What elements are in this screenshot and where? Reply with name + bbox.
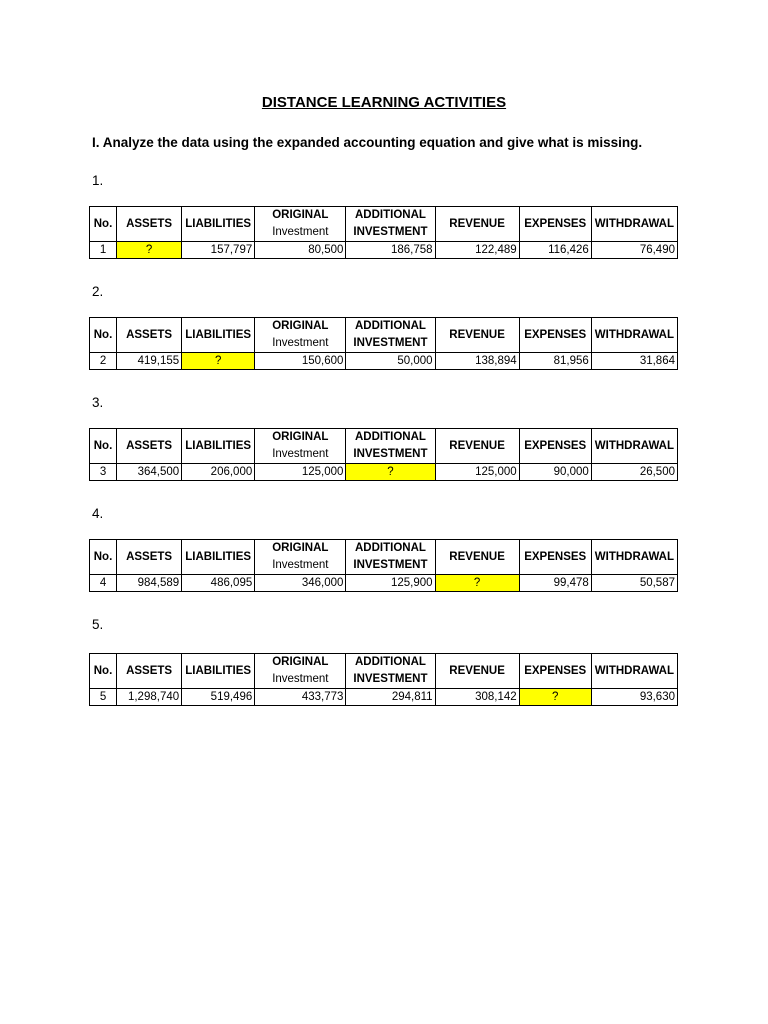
cell-withdrawal: 31,864 (591, 353, 677, 370)
problem-label-1: 1. (92, 173, 104, 188)
cell-withdrawal: 26,500 (591, 464, 677, 481)
col-header-assets: ASSETS (117, 207, 182, 242)
col-header-assets: ASSETS (117, 429, 182, 464)
cell-no: 1 (90, 242, 117, 259)
cell-additional: 186,758 (346, 242, 435, 259)
problem-label-2: 2. (92, 284, 104, 299)
problem-label-5: 5. (92, 617, 104, 632)
col-header-additional (346, 429, 435, 464)
table-row (90, 353, 678, 370)
cell-liabilities: 157,797 (182, 242, 255, 259)
col-header-additional (346, 540, 435, 575)
page-title: DISTANCE LEARNING ACTIVITIES (261, 94, 507, 111)
col-header-original (255, 207, 346, 242)
cell-withdrawal: 93,630 (591, 689, 677, 706)
problem-table-4 (89, 539, 678, 592)
cell-original: 125,000 (255, 464, 346, 481)
cell-revenue: 122,489 (435, 242, 519, 259)
col-header-liabilities: LIABILITIES (182, 207, 255, 242)
col-header-expenses: EXPENSES (519, 540, 591, 575)
col-header-additional-line1: ADDITIONAL (355, 209, 426, 221)
col-header-liabilities: LIABILITIES (182, 654, 255, 689)
cell-additional: 50,000 (346, 353, 435, 370)
table-row (90, 575, 678, 592)
col-header-original (255, 429, 346, 464)
table-row (90, 689, 678, 706)
col-header-additional-line2: INVESTMENT (353, 559, 428, 571)
problem-table-3 (89, 428, 678, 481)
cell-liabilities-missing: ? (182, 353, 255, 370)
col-header-expenses: EXPENSES (519, 429, 591, 464)
col-header-original-line2: Investment (272, 226, 329, 238)
col-header-expenses: EXPENSES (519, 318, 591, 353)
col-header-revenue: REVENUE (435, 540, 519, 575)
cell-no: 3 (90, 464, 117, 481)
col-header-no: No. (90, 540, 117, 575)
col-header-assets: ASSETS (117, 318, 182, 353)
col-header-original-line2: Investment (272, 559, 329, 571)
col-header-additional-line1: ADDITIONAL (355, 656, 426, 668)
table-header-row (90, 207, 678, 242)
cell-revenue: 138,894 (435, 353, 519, 370)
cell-liabilities: 486,095 (182, 575, 255, 592)
cell-assets: 419,155 (117, 353, 182, 370)
col-header-additional (346, 318, 435, 353)
table-header-row (90, 654, 678, 689)
problem-table-2 (89, 317, 678, 370)
cell-withdrawal: 50,587 (591, 575, 677, 592)
col-header-revenue: REVENUE (435, 654, 519, 689)
col-header-withdrawal: WITHDRAWAL (591, 207, 677, 242)
col-header-original (255, 654, 346, 689)
col-header-assets: ASSETS (117, 540, 182, 575)
cell-original: 433,773 (255, 689, 346, 706)
col-header-original-line2: Investment (272, 673, 329, 685)
problem-label-3: 3. (92, 395, 104, 410)
col-header-original-line1: ORIGINAL (272, 431, 329, 443)
col-header-additional-line1: ADDITIONAL (355, 542, 426, 554)
col-header-original (255, 318, 346, 353)
cell-original: 346,000 (255, 575, 346, 592)
cell-assets: 1,298,740 (117, 689, 182, 706)
col-header-assets: ASSETS (117, 654, 182, 689)
cell-original: 150,600 (255, 353, 346, 370)
cell-revenue-missing: ? (435, 575, 519, 592)
col-header-original-line1: ORIGINAL (272, 320, 329, 332)
col-header-no: No. (90, 207, 117, 242)
cell-additional: 125,900 (346, 575, 435, 592)
instruction-text: I. Analyze the data using the expanded accounting equation and give what is missing. (92, 135, 643, 150)
col-header-additional-line1: ADDITIONAL (355, 320, 426, 332)
cell-expenses: 99,478 (519, 575, 591, 592)
col-header-original-line1: ORIGINAL (272, 656, 329, 668)
cell-liabilities: 519,496 (182, 689, 255, 706)
cell-original: 80,500 (255, 242, 346, 259)
problem-table-1 (89, 206, 678, 259)
col-header-no: No. (90, 654, 117, 689)
table-header-row (90, 429, 678, 464)
problem-table-5 (89, 653, 678, 706)
col-header-no: No. (90, 429, 117, 464)
col-header-original-line2: Investment (272, 337, 329, 349)
cell-withdrawal: 76,490 (591, 242, 677, 259)
cell-additional-missing: ? (346, 464, 435, 481)
problem-label-4: 4. (92, 506, 104, 521)
table-header-row (90, 318, 678, 353)
col-header-additional (346, 654, 435, 689)
col-header-additional-line1: ADDITIONAL (355, 431, 426, 443)
cell-liabilities: 206,000 (182, 464, 255, 481)
col-header-additional-line2: INVESTMENT (353, 673, 428, 685)
cell-revenue: 125,000 (435, 464, 519, 481)
col-header-revenue: REVENUE (435, 318, 519, 353)
col-header-liabilities: LIABILITIES (182, 429, 255, 464)
col-header-withdrawal: WITHDRAWAL (591, 540, 677, 575)
cell-assets: 364,500 (117, 464, 182, 481)
col-header-liabilities: LIABILITIES (182, 318, 255, 353)
col-header-expenses: EXPENSES (519, 207, 591, 242)
cell-assets-missing: ? (117, 242, 182, 259)
table-row (90, 464, 678, 481)
col-header-additional-line2: INVESTMENT (353, 337, 428, 349)
col-header-withdrawal: WITHDRAWAL (591, 654, 677, 689)
table-header-row (90, 540, 678, 575)
col-header-original-line1: ORIGINAL (272, 542, 329, 554)
table-row (90, 242, 678, 259)
col-header-additional-line2: INVESTMENT (353, 226, 428, 238)
col-header-revenue: REVENUE (435, 207, 519, 242)
col-header-withdrawal: WITHDRAWAL (591, 429, 677, 464)
col-header-additional-line2: INVESTMENT (353, 448, 428, 460)
col-header-additional (346, 207, 435, 242)
cell-additional: 294,811 (346, 689, 435, 706)
cell-no: 5 (90, 689, 117, 706)
cell-expenses: 81,956 (519, 353, 591, 370)
cell-expenses: 116,426 (519, 242, 591, 259)
col-header-no: No. (90, 318, 117, 353)
col-header-original-line2: Investment (272, 448, 329, 460)
cell-assets: 984,589 (117, 575, 182, 592)
cell-no: 2 (90, 353, 117, 370)
cell-expenses-missing: ? (519, 689, 591, 706)
cell-expenses: 90,000 (519, 464, 591, 481)
col-header-expenses: EXPENSES (519, 654, 591, 689)
col-header-original (255, 540, 346, 575)
col-header-original-line1: ORIGINAL (272, 209, 329, 221)
col-header-revenue: REVENUE (435, 429, 519, 464)
col-header-liabilities: LIABILITIES (182, 540, 255, 575)
cell-revenue: 308,142 (435, 689, 519, 706)
col-header-withdrawal: WITHDRAWAL (591, 318, 677, 353)
cell-no: 4 (90, 575, 117, 592)
